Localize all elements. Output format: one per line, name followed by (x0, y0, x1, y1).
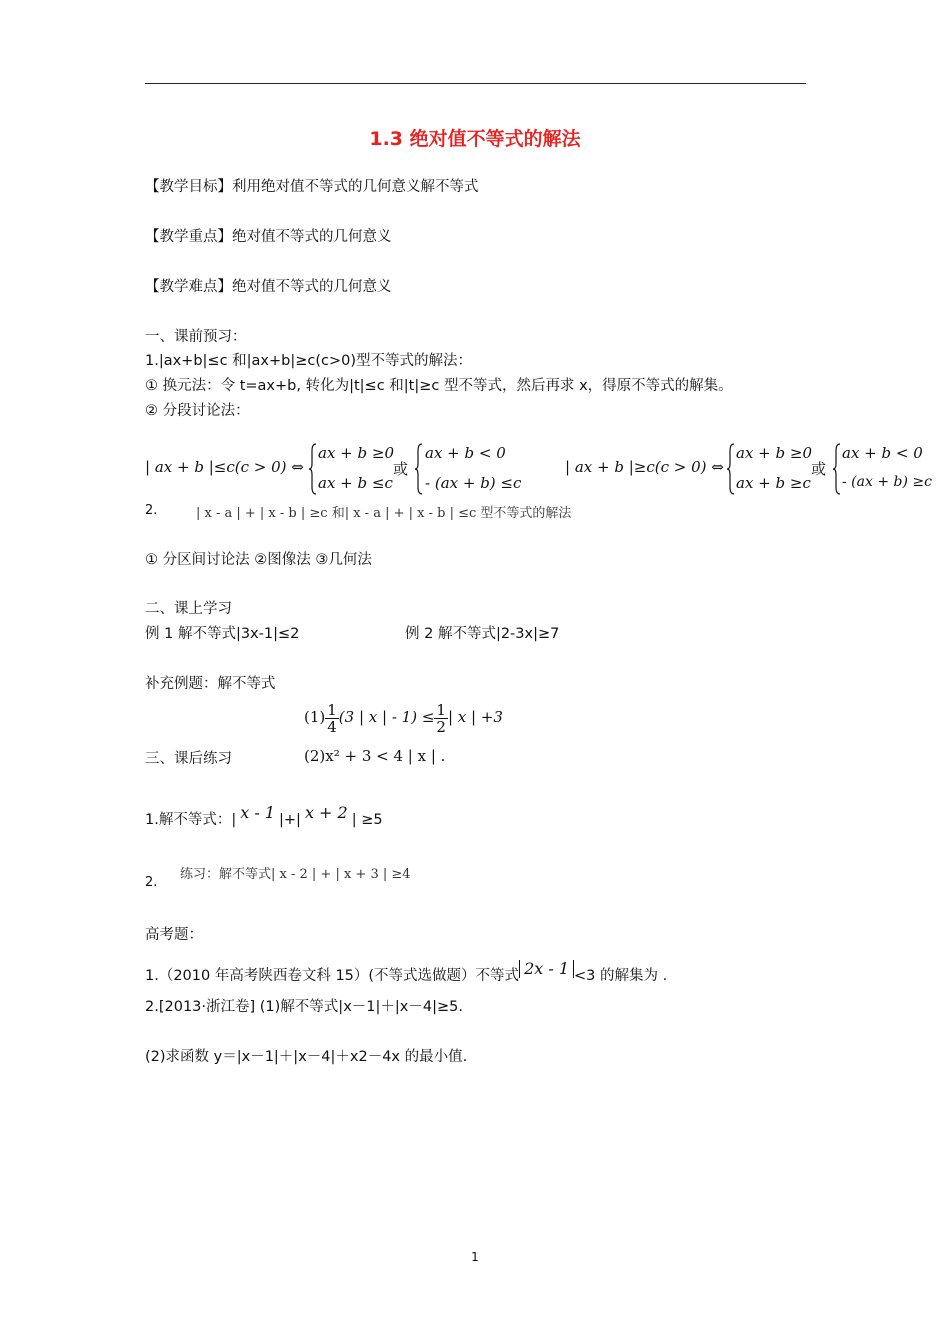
formula-left-case1-bottom: ax + b ≤c (318, 474, 393, 492)
formula-left-or: 或 (393, 460, 409, 478)
preview-item-2-number: 2. (145, 503, 158, 518)
gaokao-question-2b: (2)求函数 y＝|x－1|＋|x－4|＋x2－4x 的最小值. (145, 1049, 468, 1065)
formula-right-case2-bottom: - (ax + b) ≥c (842, 474, 932, 490)
ex1-prefix: 1.解不等式：| (145, 812, 237, 828)
header-rule (145, 83, 806, 84)
formula-right-case1-top: ax + b ≥0 (736, 444, 812, 462)
homework-exercise-1 (145, 803, 383, 830)
preview-item-2-methods: ① 分区间讨论法 ②图像法 ③几何法 (145, 552, 372, 568)
formula-left-case2-top: ax + b < 0 (425, 444, 506, 462)
brace-right-2 (833, 443, 841, 495)
brace-left-1 (309, 443, 317, 495)
class-study-heading: 二、课上学习 (145, 601, 232, 617)
gaokao-question-1 (145, 960, 667, 986)
page-number: 1 (471, 1250, 479, 1264)
q1-suffix: <3 的解集为 . (574, 968, 668, 984)
homework-exercise-2-number: 2. (145, 875, 158, 890)
page-title: 1.3 绝对值不等式的解法 (369, 128, 581, 150)
ex1-end: | ≥5 (351, 812, 383, 828)
example-2: 例 2 解不等式|2-3x|≥7 (405, 626, 560, 642)
supplement-problem-1 (304, 698, 503, 736)
ex1-term-a: x - 1 (240, 803, 276, 822)
preview-item-2-text: | x - a | + | x - b | ≥c 和| x - a | + | x - b | ≤c 型不等式的解法 (196, 506, 572, 521)
sup1-frac2-denominator: 2 (436, 717, 446, 736)
formula-right-case1-bottom: ax + b ≥c (736, 474, 811, 492)
formula-left-lhs: | ax + b |≤c(c > 0) ⇔ (145, 458, 304, 476)
brace-left-2 (415, 443, 423, 495)
brace-right-1 (727, 443, 735, 495)
example-1: 例 1 解不等式|3x-1|≤2 (145, 626, 300, 642)
teaching-difficulty: 【教学难点】绝对值不等式的几何意义 (145, 279, 392, 295)
preview-item-1: 1.|ax+b|≤c 和|ax+b|≥c(c>0)型不等式的解法： (145, 353, 473, 369)
formula-left-case2-bottom: - (ax + b) ≤c (425, 474, 522, 492)
q1-prefix: 1.（2010 年高考陕西卷文科 15）(不等式选做题）不等式 (145, 968, 520, 984)
sup1-frac2-numerator: 1 (436, 700, 446, 719)
formula-right-lhs: | ax + b |≥c(c > 0) ⇔ (565, 458, 724, 476)
sup1-frac1-denominator: 4 (327, 717, 337, 736)
formula-left-case1-top: ax + b ≥0 (318, 444, 394, 462)
ex1-term-b: x + 2 (304, 803, 348, 822)
teaching-key-point: 【教学重点】绝对值不等式的几何意义 (145, 229, 392, 245)
sup1-end: | x | +3 (447, 708, 503, 726)
sup1-prefix: (1) (304, 708, 326, 726)
formula-right-case2-top: ax + b < 0 (842, 444, 923, 462)
supplement-heading: 补充例题：解不等式 (145, 676, 276, 692)
sup1-fraction-2 (434, 702, 448, 735)
formula-right-or: 或 (811, 460, 827, 478)
sup1-frac1-numerator: 1 (327, 700, 337, 719)
preview-method-1: ① 换元法：令 t=ax+b, 转化为|t|≤c 和|t|≥c 型不等式，然后再求 x，得原不等式的解集。 (145, 378, 733, 394)
preview-method-2: ② 分段讨论法： (145, 403, 250, 419)
homework-heading: 三、课后练习 (145, 751, 232, 767)
gaokao-question-2: 2.[2013·浙江卷] (1)解不等式|x－1|＋|x－4|≥5. (145, 999, 463, 1015)
teaching-objective: 【教学目标】利用绝对值不等式的几何意义解不等式 (145, 179, 479, 195)
homework-exercise-2-text: 练习：解不等式| x - 2 | + | x + 3 | ≥4 (180, 867, 411, 882)
preview-heading: 一、课前预习： (145, 329, 247, 345)
ex1-mid: |+| (279, 812, 301, 828)
gaokao-heading: 高考题： (145, 927, 203, 943)
sup1-fraction-1 (325, 702, 339, 735)
q1-abs-expression: 2x - 1 (519, 960, 574, 978)
sup1-middle: (3 | x | - 1) ≤ (338, 708, 435, 726)
supplement-problem-2: (2)x² + 3 < 4 | x | . (304, 747, 446, 765)
